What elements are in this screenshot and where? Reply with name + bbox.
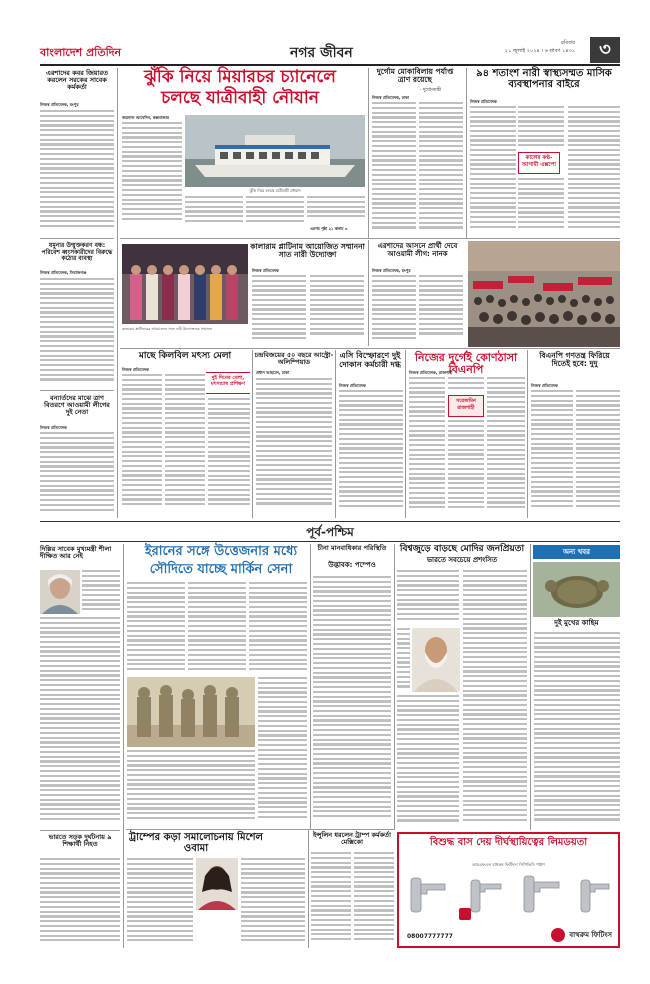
col-rule bbox=[252, 350, 253, 518]
modi-headline: বিশ্বজুড়ে বাড়ছে মোদির জনপ্রিয়তা bbox=[399, 544, 525, 554]
day-label: রবিবার bbox=[561, 40, 575, 46]
relief-sub: - দুর্যোগমন্ত্রী bbox=[420, 88, 441, 93]
fish-body-2 bbox=[165, 374, 205, 514]
fish-byline: নিজস্ব প্রতিবেদক bbox=[122, 367, 149, 372]
michelle-photo bbox=[196, 858, 238, 910]
sheila-body-1 bbox=[82, 570, 120, 614]
left3-byline: নিজস্ব প্রতিবেদক bbox=[40, 425, 67, 430]
relief-byline: নিজস্ব প্রতিবেদক, ঢাকা bbox=[372, 95, 410, 100]
ershad-body bbox=[372, 275, 416, 345]
fire-body bbox=[339, 390, 403, 514]
train-body bbox=[40, 858, 120, 946]
bnp-body-4 bbox=[487, 377, 525, 514]
iran-body-5 bbox=[258, 677, 307, 826]
relief-body-2 bbox=[419, 102, 463, 234]
dudu-body-2 bbox=[576, 390, 620, 514]
china-sub: উদ্ভাবক: পম্পেও bbox=[328, 561, 376, 569]
rule bbox=[40, 541, 620, 542]
col-rule bbox=[368, 240, 369, 346]
lead-headline-2: চলছে যাত্রীবাহী নৌযান bbox=[161, 88, 319, 108]
col-rule bbox=[405, 350, 406, 518]
women-award-photo bbox=[122, 244, 248, 324]
fire-byline: নিজস্ব প্রতিবেদক bbox=[339, 383, 366, 388]
left3-headline: বন্যার্তদের মাঝে ত্রাণ বিতরণে আওয়ামী লীগের দুই নেতা bbox=[44, 394, 110, 417]
bnp-body-1 bbox=[409, 377, 445, 514]
kolaram-body-2 bbox=[310, 275, 364, 345]
date-block bbox=[485, 40, 575, 56]
modi-photo-image bbox=[412, 628, 460, 692]
china-body bbox=[313, 576, 391, 826]
boat-caption: ঝুঁকি নিয়ে চলছে যাত্রীবাহী নৌযান bbox=[249, 188, 301, 193]
lead-headline-1: ঝুঁকি নিয়ে মিয়ারচর চ্যানেলে bbox=[144, 67, 336, 87]
boat-photo-image bbox=[185, 115, 365, 187]
ad-title: বিশুদ্ধ বাস দেয় দীর্ঘস্থায়িত্বের লিমডয়তা bbox=[429, 837, 588, 848]
chandra-headline: চন্দ্রবিজয়ের ৫০ বছরে আস্ট্রো-অলিম্পিয়াড bbox=[254, 351, 334, 367]
china-headline: চীনা মানবাধিকার পরিস্থিতি bbox=[317, 544, 387, 552]
sheila-body-2 bbox=[40, 617, 120, 827]
fire-headline: এসি বিস্ফোরণে দুই দোকান কর্মচারী দগ্ধ bbox=[339, 351, 401, 369]
page-header bbox=[40, 39, 620, 63]
lead-body-2 bbox=[185, 196, 243, 226]
modi-sub: ভারতে সবচেয়ে প্রশংসিত bbox=[426, 556, 498, 564]
turtle-body bbox=[534, 632, 620, 826]
award-photo-image bbox=[122, 244, 248, 324]
rule bbox=[40, 390, 114, 391]
kolaram-byline: নিজস্ব প্রতিবেদক bbox=[252, 268, 279, 273]
left2-body bbox=[40, 278, 114, 388]
chandra-body bbox=[256, 378, 332, 514]
col-rule bbox=[308, 830, 309, 948]
bnp-headline: নিজের দুর্গেই কোণঠাসা বিএনপি bbox=[414, 351, 518, 377]
bnp-body-3 bbox=[448, 420, 484, 514]
iran-headline-2: সৌদিতে যাচ্ছে মার্কিন সেনা bbox=[149, 562, 293, 577]
sheila-photo-image bbox=[40, 570, 80, 614]
left2-headline: যমুনার উন্মুক্তকরণ বন্ধ: পরিবেশ ধ্বংসকারীদের বিরুদ্ধে কঠোর ব্যবস্থা bbox=[41, 242, 113, 263]
iran-body-2 bbox=[188, 582, 246, 674]
trump-body-1 bbox=[127, 858, 193, 946]
ershad-headline: এরশাদের আসনে প্রার্থী দেবে আওয়ামী লীগ: নানক bbox=[377, 242, 458, 258]
col-rule bbox=[117, 68, 118, 518]
date-label: ২১ জুলাই ২০২৪ । ৬ শ্রাবণ ১৪৩১ bbox=[504, 48, 575, 54]
iran-body-1 bbox=[127, 582, 185, 674]
soldiers-photo bbox=[127, 677, 255, 747]
relief-headline: দুর্গোম মোকাবিলায় পর্যাপ্ত ত্রাণ রয়েছে bbox=[376, 67, 454, 85]
soldiers-photo-image bbox=[127, 677, 255, 747]
ad-brand-text: বাথরুম ফিটিংস bbox=[569, 931, 612, 939]
col-rule bbox=[310, 544, 311, 830]
women-byline: নিজস্ব প্রতিবেদক bbox=[470, 99, 497, 104]
rule bbox=[40, 830, 120, 831]
col-rule bbox=[335, 350, 336, 518]
trump-headline: ট্রাম্পের কড়া সমালোচনায় মিশেল ওবামা bbox=[129, 832, 263, 854]
lead-body-4 bbox=[307, 196, 365, 226]
bnp-byline: নিজস্ব প্রতিবেদক, রাজশাহী bbox=[409, 370, 453, 375]
michelle-photo-image bbox=[196, 858, 238, 910]
lead-byline: জয়নাল আবেদিন, কক্সবাজার bbox=[122, 115, 169, 120]
col-rule bbox=[530, 544, 531, 830]
fittings-ad bbox=[397, 832, 620, 948]
women-highlight: কালের কণ্ঠ-আগামী এক্সপো bbox=[518, 152, 560, 174]
left2-byline: নিজস্ব প্রতিবেদক, সিরাজগঞ্জ bbox=[40, 270, 87, 275]
iran-headline-1: ইরানের সঙ্গে উত্তেজনার মধ্যে bbox=[144, 544, 298, 559]
modi-photo bbox=[412, 628, 460, 692]
modi-body-4 bbox=[463, 570, 527, 826]
dudu-headline: বিএনপি গণতন্ত্র ফিরিয়ে দিতেই হবে: দুদু bbox=[539, 351, 610, 369]
bnp-badge: সরেজমিন রাজশাহী bbox=[448, 395, 484, 417]
modi-body-3 bbox=[397, 695, 459, 826]
rule bbox=[40, 238, 114, 239]
lead-body-1 bbox=[122, 122, 182, 224]
ad-faucets-image bbox=[399, 870, 618, 924]
header-rule bbox=[40, 64, 620, 66]
lead-body-3 bbox=[246, 196, 304, 226]
ershad-byline: নিজস্ব প্রতিবেদক, রংপুর bbox=[372, 268, 411, 273]
col-rule bbox=[527, 350, 528, 518]
fish-headline: মাছে কিলবিল মৎস্য মেলা bbox=[138, 351, 232, 361]
modi-body-1 bbox=[397, 570, 459, 626]
rule bbox=[126, 829, 394, 830]
women-body-3 bbox=[518, 178, 564, 234]
women-headline: ৯৪ শতাংশ নারী স্বাস্থ্যসম্মত মাসিক ব্যবস্থাপনার বাইরে bbox=[476, 68, 612, 90]
boat-photo bbox=[185, 115, 365, 187]
women-body-4 bbox=[568, 106, 620, 234]
train-headline: ভারতে সড়ক দুর্ঘটনায় ৯ শিক্ষার্থী নিহত bbox=[48, 833, 112, 849]
ad-brand bbox=[551, 928, 612, 942]
rally-photo-image bbox=[468, 241, 620, 347]
rule bbox=[120, 238, 620, 239]
turtle-headline: দুই মুখের কাছিম bbox=[554, 619, 599, 627]
page-number: ৩ bbox=[590, 37, 620, 63]
turtle-photo bbox=[533, 562, 620, 617]
logo-text: বাংলাদেশ প্রতিদিন bbox=[40, 46, 122, 59]
chandra-byline: প্রধান আহমেদ, ঢাকা bbox=[256, 370, 290, 375]
sheila-photo bbox=[40, 570, 80, 614]
left1-headline: এরশাদের কবর জিয়ারত করলেন সরকের সাবেক কর্মকর্তা bbox=[46, 69, 108, 92]
ad-tagline: আরএফএল বাথরুম ফিটিংস: সিপিভিসি পাইপ bbox=[472, 862, 545, 867]
bnp-body-2 bbox=[448, 377, 484, 393]
col-rule bbox=[466, 68, 467, 238]
dudu-byline: নিজস্ব প্রতিবেদক bbox=[531, 383, 558, 388]
women-body-1 bbox=[470, 106, 516, 234]
mexico-body-1 bbox=[311, 852, 351, 946]
trump-body-2 bbox=[241, 858, 305, 946]
rule bbox=[120, 348, 620, 349]
brand-logo-icon bbox=[551, 928, 565, 942]
col-rule bbox=[123, 544, 124, 948]
fish-body-1 bbox=[122, 374, 162, 514]
rule bbox=[40, 521, 620, 522]
iran-body-3 bbox=[249, 582, 307, 674]
left1-body bbox=[40, 110, 114, 235]
mexico-headline: ইন্সুলিন ধরলেন ট্রাম্প কর্মকর্তা মেক্সিকো bbox=[313, 831, 391, 847]
col-rule bbox=[368, 68, 369, 238]
fish-body-3 bbox=[208, 398, 250, 514]
left3-body bbox=[40, 432, 114, 516]
fish-pull-quote: দুই দিনের মেলা, মৎস্যচাষ প্রশিক্ষণ bbox=[206, 372, 250, 394]
left1-byline: নিজস্ব প্রতিবেদক, রংপুর bbox=[40, 102, 79, 107]
masthead-logo bbox=[40, 41, 121, 63]
modi-body-2 bbox=[397, 628, 410, 692]
mexico-body-2 bbox=[354, 852, 394, 946]
turtle-photo-image bbox=[533, 562, 620, 617]
kolaram-headline: কালারাম প্লাটিনাম আয়োজিত সম্মাননা সাত নারী উদ্যোক্তা bbox=[250, 242, 365, 260]
kolaram-caption: কালারাম প্লাটিনামের আয়োজনে সাত নারী উদ্যোক্তাকে সম্মাননা bbox=[122, 327, 213, 331]
onno-band: অন্য খবর bbox=[533, 545, 620, 559]
section-title: নগর জীবন bbox=[290, 45, 353, 61]
iran-body-4 bbox=[127, 750, 255, 826]
section-band-title: পূর্ব-পশ্চিম bbox=[306, 525, 354, 539]
women-body-2 bbox=[518, 106, 564, 150]
dudu-body-1 bbox=[531, 390, 573, 514]
relief-body bbox=[372, 102, 416, 234]
lead-continued: এরপর পৃষ্ঠা ২১ কলাম ৩ bbox=[310, 226, 348, 231]
sheila-headline: দিল্লির সাবেক মুখ্যমন্ত্রী শীলা দীক্ষিত আর নেই bbox=[40, 545, 112, 561]
col-rule bbox=[394, 544, 395, 830]
ad-hotline: 08007777777 bbox=[407, 933, 453, 940]
ershad-body-2 bbox=[419, 275, 463, 345]
rally-photo bbox=[468, 241, 620, 347]
kolaram-body-1 bbox=[252, 275, 306, 345]
